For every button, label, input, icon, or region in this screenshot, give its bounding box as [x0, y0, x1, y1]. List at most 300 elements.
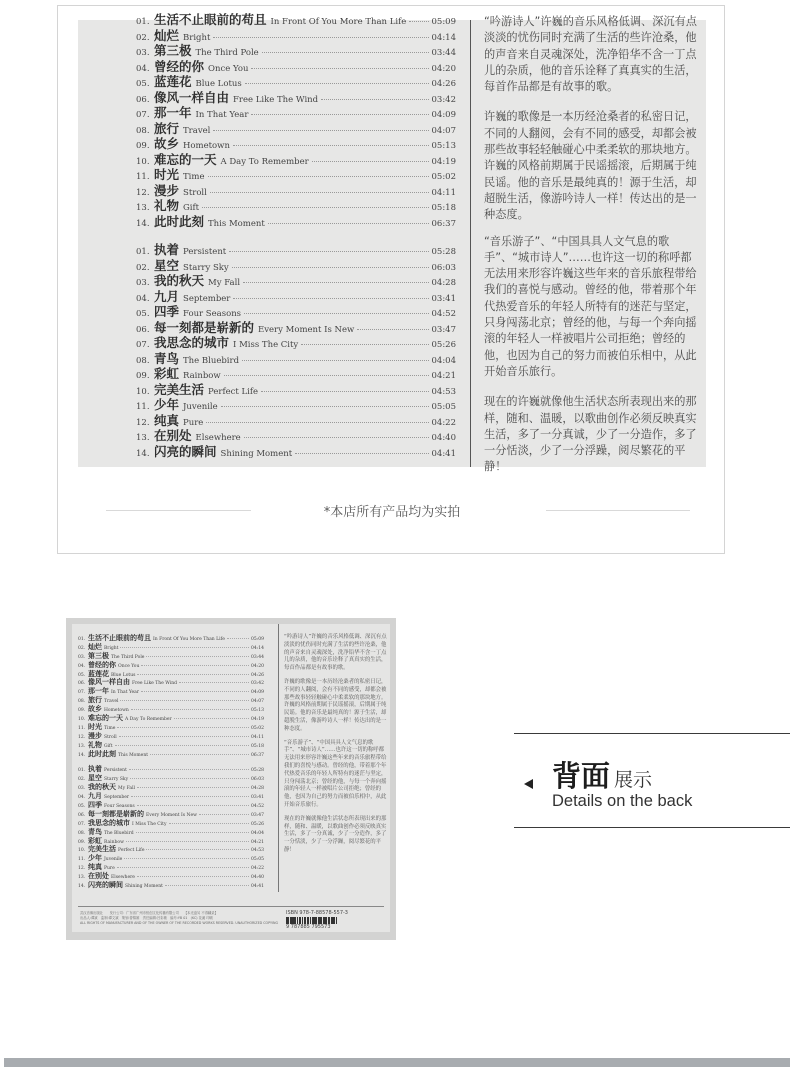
track-leader [233, 298, 428, 299]
track-number: 10. [136, 156, 150, 167]
back-title-small: 展示 [614, 769, 653, 791]
track-duration: 05:28 [431, 247, 456, 257]
track-title-en: September [183, 293, 231, 304]
track-title-cn: 每一刻都是崭新的 [88, 808, 144, 818]
track-number: 02. [136, 262, 150, 273]
cover-track-row [78, 764, 264, 773]
track-title-cn: 执着 [88, 764, 102, 774]
zoomed-back-cover-photo [78, 12, 706, 474]
track-number: 06. [136, 324, 150, 335]
track-title-en: Four Seasons [183, 309, 242, 319]
track-number: 05. [78, 672, 86, 678]
track-number: 02. [78, 645, 86, 651]
caption-text: *本店所有产品均为实拍 [323, 505, 461, 520]
zoom-track-row [136, 134, 456, 150]
track-title-cn: 九月 [88, 791, 102, 801]
bottom-divider-bar [4, 1058, 790, 1067]
track-title-en: Shining Moment [125, 884, 163, 890]
zoom-track-row [136, 364, 456, 380]
track-duration: 04:09 [251, 690, 264, 696]
track-number: 01. [136, 17, 150, 27]
track-number: 04. [136, 293, 150, 304]
track-leader [137, 787, 249, 788]
zoom-track-row [136, 41, 456, 57]
track-title-cn: 像风一样自由 [88, 677, 130, 687]
track-title-en: Free Like The Wind [233, 94, 319, 105]
track-duration: 04:41 [431, 448, 456, 459]
track-title-cn: 此时此刻 [88, 748, 116, 758]
track-leader [208, 176, 429, 177]
track-leader [131, 709, 249, 710]
track-number: 11. [78, 857, 86, 863]
track-title-cn: 时光 [88, 721, 102, 731]
track-duration: 03:42 [251, 681, 264, 687]
track-leader [321, 99, 428, 100]
track-duration: 03:41 [431, 293, 456, 304]
track-title-en: Once You [208, 63, 249, 74]
track-title-en: I Miss The City [233, 340, 299, 350]
track-title-cn: 青鸟 [154, 350, 180, 366]
track-number: 08. [78, 830, 86, 836]
track-leader [251, 114, 428, 115]
track-title-en: The Bluebird [104, 830, 134, 836]
track-title-en: Blue Lotus [195, 79, 242, 89]
track-title-en: This Moment [118, 752, 149, 758]
track-title-cn: 时光 [154, 167, 180, 182]
track-number: 12. [136, 187, 150, 198]
cover-footer-line-3: ALL RIGHTS OF MANUFACTURER AND OF THE OWNER OF THE RECORDED WORKS RESERVED. UNAUTHORIZED COPYING [80, 921, 279, 925]
track-duration: 04:26 [431, 79, 456, 89]
track-title-en: In That Year [111, 690, 140, 696]
track-title-en: The Third Pole [111, 654, 145, 660]
zoom-track-row [136, 395, 456, 411]
track-duration: 04:04 [251, 830, 264, 836]
track-number: 12. [136, 417, 150, 428]
track-title-cn: 漫步 [88, 730, 102, 740]
track-number: 05. [136, 309, 150, 319]
track-title-cn: 星空 [154, 257, 180, 273]
track-title-cn: 九月 [154, 288, 180, 304]
track-title-en: Starry Sky [183, 262, 229, 273]
track-leader [409, 21, 428, 22]
track-title-cn: 蓝莲花 [88, 668, 109, 678]
back-display-title [552, 754, 652, 795]
track-title-cn: 纯真 [88, 862, 102, 872]
zoom-photo-frame [57, 5, 725, 554]
track-duration: 04:20 [251, 663, 264, 669]
left-arrow-icon [524, 779, 533, 789]
track-title-cn: 纯真 [154, 412, 180, 428]
track-number: 04. [78, 795, 86, 801]
track-duration: 05:26 [251, 821, 264, 827]
track-number: 01. [136, 247, 150, 257]
cover-paragraph-1: “吟游诗人”许巍的音乐风格低调、深沉有点淡淡的忧伤同时充满了生活的些许沧桑，他的声音来自灵魂深处，洗净铅华不含一丁点儿的杂质，他的音乐诠释了真真实的生活，每首作品都是有故事的歌。 [284, 634, 387, 672]
track-number: 07. [136, 340, 150, 350]
track-leader [233, 145, 429, 146]
track-title-cn: 少年 [88, 853, 102, 863]
track-duration: 03:47 [251, 812, 264, 818]
track-title-en: Elsewhere [195, 433, 241, 443]
track-duration: 05:28 [251, 768, 264, 774]
zoom-paragraph-4: 现在的许巍就像他生活状态所表现出来的那样，随和、温暖，以歌曲创作必须反映真实生活，多了一分真诚，少了一分造作，多了一分恬淡，少了一分浮躁，阅尽繁花的平静！ [484, 395, 697, 474]
track-leader [120, 700, 249, 701]
track-title-cn: 青鸟 [88, 826, 102, 836]
track-number: 08. [136, 355, 150, 366]
track-title-cn: 此时此刻 [154, 213, 205, 229]
track-leader [262, 52, 429, 53]
track-title-en: Gift [104, 743, 113, 749]
track-title-cn: 曾经的你 [88, 659, 116, 669]
track-title-cn: 生活不止眼前的苟且 [88, 633, 151, 642]
track-number: 08. [136, 125, 150, 136]
cover-track-row [78, 827, 264, 836]
track-leader [165, 885, 249, 886]
track-title-en: September [104, 795, 130, 801]
track-title-cn: 那一年 [88, 686, 109, 696]
zoom-track-row [136, 411, 456, 427]
cover-track-row [78, 731, 264, 740]
track-duration: 04:09 [431, 110, 456, 120]
cover-track-row [78, 800, 264, 809]
zoom-track-row [136, 150, 456, 166]
cover-track-row [78, 791, 264, 800]
track-title-cn: 在别处 [154, 428, 192, 443]
track-title-cn: 完美生活 [88, 844, 116, 854]
cover-track-row [78, 782, 264, 791]
track-title-en: A Day To Remember [125, 717, 172, 723]
track-leader [243, 282, 428, 283]
track-title-cn: 旅行 [88, 695, 102, 705]
track-leader [146, 656, 249, 657]
track-title-cn: 故乡 [88, 704, 102, 714]
track-duration: 05:02 [431, 172, 456, 182]
track-title-cn: 曾经的你 [154, 58, 205, 74]
track-title-cn: 灿烂 [154, 27, 180, 43]
cover-tracklist [78, 633, 264, 889]
track-number: 04. [78, 663, 86, 669]
cover-footer-divider [78, 906, 384, 907]
track-leader [115, 745, 250, 746]
cover-track-row [78, 862, 264, 871]
track-duration: 03:41 [251, 795, 264, 801]
track-title-en: I Miss The City [132, 821, 167, 827]
cover-barcode-digits: 9 787885 795573 [286, 924, 331, 930]
cover-track-row [78, 853, 264, 862]
zoom-track-row [136, 212, 456, 228]
track-duration: 04:52 [431, 309, 456, 319]
track-duration: 05:26 [431, 340, 456, 350]
track-title-en: Time [183, 172, 205, 182]
track-title-cn: 每一刻都是崭新的 [154, 319, 255, 335]
cover-track-row [78, 713, 264, 722]
track-number: 09. [78, 708, 86, 714]
track-title-en: Shining Moment [220, 448, 293, 459]
cover-track-row [78, 677, 264, 686]
track-number: 02. [136, 32, 150, 43]
track-duration: 04:14 [251, 645, 264, 651]
track-title-cn: 四季 [154, 304, 180, 319]
track-leader [301, 344, 428, 345]
track-leader [202, 207, 428, 208]
track-number: 02. [78, 777, 86, 783]
track-title-en: Stroll [183, 187, 207, 198]
track-number: 09. [136, 141, 150, 151]
track-title-cn: 第三极 [154, 43, 192, 58]
track-duration: 04:21 [431, 371, 456, 381]
zoom-track-row [136, 26, 456, 42]
track-title-en: In Front Of You More Than Life [270, 17, 407, 27]
track-duration: 05:13 [251, 708, 264, 714]
cover-track-row [78, 749, 264, 758]
zoom-track-row [136, 349, 456, 365]
track-title-en: Perfect Life [118, 848, 145, 854]
track-leader [357, 329, 428, 330]
track-duration: 04:14 [431, 32, 456, 43]
track-duration: 05:02 [251, 725, 264, 731]
track-number: 13. [136, 433, 150, 443]
track-number: 14. [136, 448, 150, 459]
cover-isbn: ISBN 978-7-88578-557-3 [286, 910, 348, 916]
track-number: 11. [78, 725, 86, 731]
cover-track-row [78, 773, 264, 782]
track-leader [213, 37, 428, 38]
track-title-cn: 漫步 [154, 182, 180, 198]
zoom-paragraph-3: “音乐游子”、“中国具具人文气息的歌手”、“城市诗人”……也许这一切的称呼都无法用来形容许巍这些年来的音乐旅程带给我们的喜悦与感动。曾经的他，带着那个年代热爱音乐的年轻人所特有的迷茫与坚定，只身闯荡北京；曾经的他，与每一个奔向摇滚的年轻人一样被唱片公司拒绝；曾经的他，也因为自己的努力而被伯乐相中，从此开始音乐旅行。 [484, 234, 697, 378]
track-duration: 04:28 [251, 786, 264, 792]
track-number: 12. [78, 866, 86, 872]
zoom-track-row [136, 271, 456, 287]
track-number: 10. [136, 386, 150, 397]
track-title-cn: 我的秋天 [154, 273, 205, 288]
track-title-en: In That Year [195, 110, 249, 120]
track-title-en: Bright [183, 32, 211, 43]
zoom-track-row [136, 333, 456, 349]
zoom-intro-text [484, 14, 698, 490]
cover-track-row [78, 651, 264, 660]
cover-intro-text [284, 634, 387, 861]
track-title-en: In Front Of You More Than Life [153, 637, 225, 642]
track-title-en: Rainbow [104, 839, 124, 845]
track-leader [244, 313, 428, 314]
track-title-en: Juvenile [104, 857, 123, 863]
barcode-bar [336, 917, 337, 924]
track-duration: 04:20 [431, 63, 456, 74]
track-leader [174, 718, 249, 719]
track-duration: 04:40 [431, 433, 456, 443]
track-number: 03. [136, 278, 150, 288]
track-duration: 06:03 [251, 777, 264, 783]
track-title-en: Four Seasons [104, 804, 135, 810]
track-leader [124, 858, 249, 859]
cover-track-row [78, 686, 264, 695]
label-top-rule [514, 733, 790, 734]
cover-track-row [78, 633, 264, 642]
track-title-cn: 彩虹 [154, 366, 180, 381]
zoom-track-row [136, 57, 456, 73]
track-duration: 04:11 [431, 187, 456, 198]
zoom-track-row [136, 442, 456, 458]
track-leader [120, 647, 249, 648]
track-title-cn: 我思念的城市 [154, 335, 230, 350]
track-leader [244, 437, 429, 438]
track-title-cn: 彩虹 [88, 835, 102, 845]
track-leader [224, 375, 429, 376]
track-number: 07. [78, 821, 86, 827]
track-leader [169, 823, 250, 824]
track-number: 11. [136, 172, 150, 182]
track-duration: 04:21 [251, 839, 264, 845]
track-title-cn: 第三极 [88, 650, 109, 660]
track-title-cn: 执着 [154, 242, 180, 257]
track-title-cn: 闪亮的瞬间 [154, 443, 217, 459]
track-number: 13. [136, 203, 150, 213]
track-leader [130, 778, 249, 779]
track-leader [117, 727, 249, 728]
track-title-cn: 完美生活 [154, 381, 205, 397]
cover-track-row [78, 660, 264, 669]
zoom-track-row [136, 240, 456, 256]
track-number: 07. [136, 110, 150, 120]
track-number: 14. [136, 218, 150, 229]
track-title-en: Gift [183, 203, 200, 213]
track-number: 08. [78, 699, 86, 705]
track-duration: 03:44 [251, 654, 264, 660]
track-duration: 05:09 [251, 637, 264, 642]
track-number: 01. [78, 768, 86, 774]
track-title-cn: 旅行 [154, 120, 180, 136]
cover-footer-credits [80, 911, 280, 926]
track-title-cn: 我的秋天 [88, 782, 116, 792]
track-duration: 03:44 [431, 48, 456, 58]
track-title-en: Blue Lotus [111, 672, 136, 678]
track-leader [146, 849, 249, 850]
track-leader [117, 867, 249, 868]
track-title-cn: 那一年 [154, 105, 192, 120]
track-leader [141, 691, 249, 692]
track-title-cn: 灿烂 [88, 641, 102, 651]
track-leader [150, 754, 249, 755]
track-title-en: Hometown [183, 141, 230, 151]
track-leader [261, 391, 428, 392]
track-number: 14. [78, 884, 86, 890]
track-title-cn: 少年 [154, 397, 180, 412]
track-duration: 06:37 [431, 218, 456, 229]
cover-track-row [78, 704, 264, 713]
track-title-cn: 难忘的一天 [154, 151, 217, 167]
track-duration: 04:28 [431, 278, 456, 288]
track-title-cn: 礼物 [154, 198, 180, 213]
track-title-en: Time [104, 725, 116, 731]
cover-track-row [78, 642, 264, 651]
track-duration: 05:05 [431, 402, 456, 412]
track-number: 03. [78, 654, 86, 660]
track-title-cn: 我思念的城市 [88, 817, 130, 827]
back-display-subtitle: Details on the back [552, 792, 693, 810]
track-title-cn: 像风一样自由 [154, 89, 230, 105]
track-duration: 05:05 [251, 857, 264, 863]
track-number: 03. [136, 48, 150, 58]
track-title-cn: 故乡 [154, 136, 180, 151]
track-title-cn: 星空 [88, 773, 102, 783]
track-duration: 06:03 [431, 262, 456, 273]
track-number: 13. [78, 743, 86, 749]
track-duration: 05:09 [431, 17, 456, 27]
track-number: 09. [78, 839, 86, 845]
track-title-cn: 闪亮的瞬间 [88, 880, 123, 890]
track-duration: 04:04 [431, 355, 456, 366]
track-number: 06. [78, 812, 86, 818]
cover-paper [72, 624, 390, 932]
track-duration: 04:40 [251, 875, 264, 881]
track-title-en: Travel [104, 699, 119, 705]
track-leader [245, 83, 429, 84]
zoom-track-row [136, 380, 456, 396]
cover-track-row [78, 722, 264, 731]
cover-column-divider [278, 624, 279, 892]
track-duration: 04:07 [251, 699, 264, 705]
track-title-en: The Third Pole [195, 48, 259, 58]
track-title-en: A Day To Remember [220, 156, 309, 167]
track-title-cn: 四季 [88, 800, 102, 810]
zoom-track-row [136, 88, 456, 104]
track-title-en: Every Moment Is New [146, 812, 197, 818]
track-title-en: Stroll [104, 734, 117, 740]
track-title-cn: 生活不止眼前的苟且 [154, 12, 267, 27]
track-duration: 04:22 [431, 417, 456, 428]
barcode-icon [286, 917, 386, 924]
track-title-en: Pure [183, 417, 204, 428]
track-duration: 05:18 [431, 203, 456, 213]
cover-track-row [78, 844, 264, 853]
zoom-paragraph-1: “吟游诗人”许巍的音乐风格低调、深沉有点淡淡的忧伤同时充满了生活的些许沧桑，他的声音来自灵魂深处，洗净铅华不含一丁点儿的杂质，他的音乐诠释了真真实的生活，每首作品都是有故事的歌。 [484, 15, 697, 94]
zoom-track-row [136, 287, 456, 303]
track-leader [131, 796, 249, 797]
track-leader [199, 814, 249, 815]
zoom-column-divider [470, 20, 471, 467]
track-number: 05. [78, 804, 86, 810]
track-title-cn: 蓝莲花 [154, 74, 192, 89]
back-title-big: 背面 [552, 759, 611, 793]
track-number: 10. [78, 848, 86, 854]
cover-track-row [78, 818, 264, 827]
track-title-en: Persistent [183, 247, 227, 257]
caption-row [58, 500, 726, 520]
track-title-cn: 礼物 [88, 739, 102, 749]
track-leader [229, 251, 428, 252]
track-title-en: Every Moment Is New [258, 324, 355, 335]
track-leader [213, 130, 428, 131]
track-number: 13. [78, 875, 86, 881]
track-number: 14. [78, 752, 86, 758]
cover-paragraph-4: 现在的许巍就像他生活状态所表现出来的那样，随和、温暖，以歌曲创作必须反映真实生活，多了一分真诚，少了一分造作，多了一分恬淡，少了一分浮躁，阅尽繁花的平静！ [284, 815, 387, 853]
track-leader [312, 161, 429, 162]
track-title-en: My Fall [208, 278, 241, 288]
track-title-en: Elsewhere [111, 875, 135, 881]
track-duration: 04:52 [251, 804, 264, 810]
track-title-en: My Fall [118, 786, 135, 792]
zoom-track-row [136, 119, 456, 135]
track-leader [141, 665, 249, 666]
track-number: 06. [78, 681, 86, 687]
track-duration: 05:13 [431, 141, 456, 151]
zoom-track-row [136, 256, 456, 272]
track-duration: 04:53 [251, 848, 264, 854]
track-leader [126, 841, 249, 842]
track-duration: 04:41 [251, 884, 264, 890]
track-leader [295, 453, 428, 454]
cover-track-row [78, 695, 264, 704]
track-duration: 04:26 [251, 672, 264, 678]
